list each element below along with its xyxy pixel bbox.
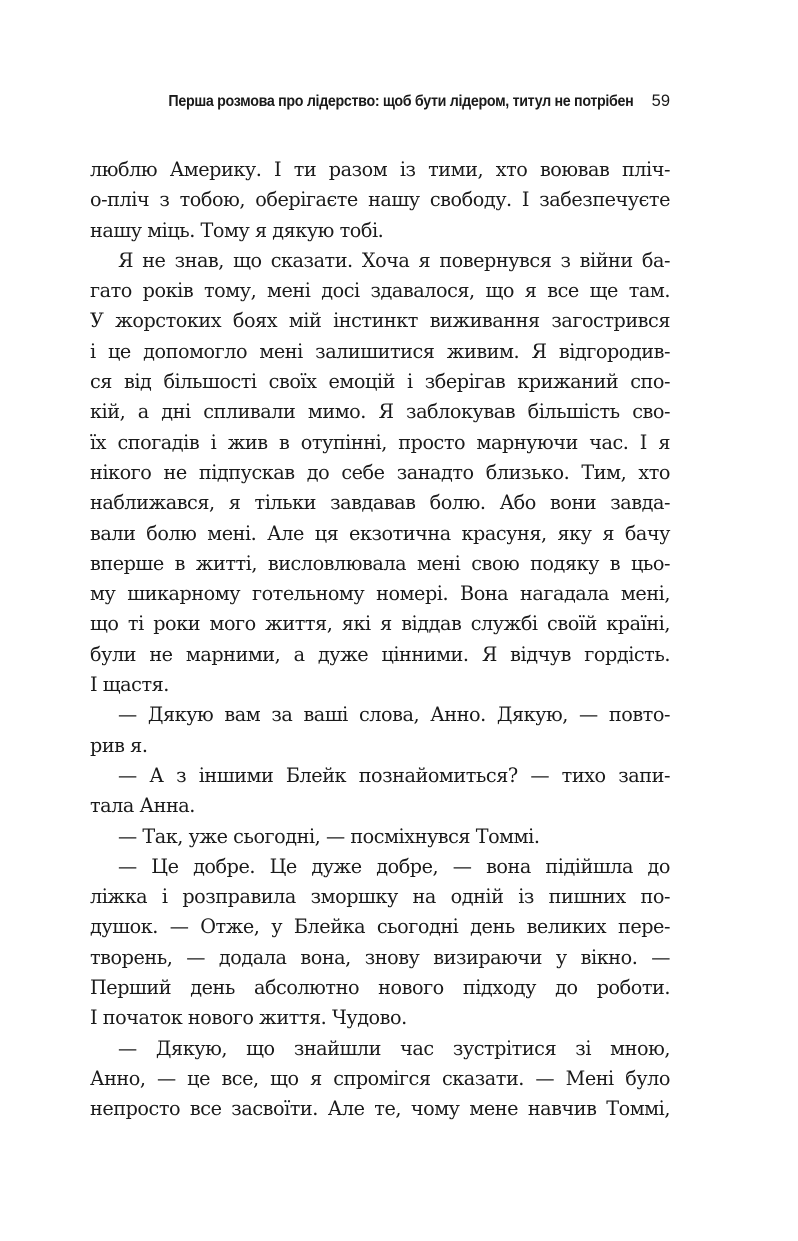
text-line: вперше в житті, висловлювала мені свою подяку в цьо- (90, 551, 670, 575)
text-line: їх спогадів і жив в отупінні, просто марнуючи час. І я (90, 430, 670, 454)
text-line: що ті роки мого життя, які я віддав службі своїй країні, (90, 612, 670, 636)
text-line: І щастя. (90, 673, 169, 697)
text-line: Перший день абсолютно нового підходу до роботи. (90, 976, 670, 1000)
text-line: — Так, уже сьогодні, — посміхнувся Томмі. (118, 824, 540, 848)
text-line: вали болю мені. Але ця екзотична красуня, яку я бачу (90, 521, 670, 545)
text-line: о-пліч з тобою, оберігаєте нашу свободу. І забезпечуєте (90, 188, 670, 212)
text-line: були не марними, а дуже цінними. Я відчув гордість. (90, 642, 670, 666)
page-number: 59 (651, 92, 670, 110)
text-line: — Дякую, що знайшли час зустрітися зі мною, (118, 1036, 670, 1060)
text-line: гато років тому, мені досі здавалося, що я все ще там. (90, 279, 670, 303)
body-text (90, 155, 670, 1125)
text-line: Я не знав, що сказати. Хоча я повернувся з війни ба- (118, 248, 670, 272)
text-line: нашу міць. Тому я дякую тобі. (90, 218, 384, 242)
text-line: І початок нового життя. Чудово. (90, 1006, 407, 1030)
text-line: душок. — Отже, у Блейка сьогодні день великих пере- (90, 915, 670, 939)
text-line: рив я. (90, 733, 148, 757)
text-line: му шикарному готельному номері. Вона нагадала мені, (90, 582, 670, 606)
text-line: — А з іншими Блейк познайомиться? — тихо запи- (118, 763, 670, 787)
text-line: У жорстоких боях мій інстинкт виживання загострився (90, 309, 670, 333)
text-line: — Дякую вам за ваші слова, Анно. Дякую, — повто- (118, 703, 670, 727)
text-line: кій, а дні спливали мимо. Я заблокував більшість сво- (90, 400, 670, 424)
text-line: нікого не підпускав до себе занадто близько. Тим, хто (90, 460, 670, 484)
running-title: Перша розмова про лідерство: щоб бути лідером, титул не потрібен (168, 93, 634, 110)
text-line: — Це добре. Це дуже добре, — вона підійшла до (118, 854, 670, 878)
text-line: ліжка і розправила зморшку на одній із пишних по- (90, 885, 670, 909)
text-line: люблю Америку. І ти разом із тими, хто воював пліч- (90, 158, 670, 181)
text-line: Анно, — це все, що я спромігся сказати. — Мені було (90, 1066, 670, 1090)
text-line: і це допомогло мені залишитися живим. Я відгородив- (90, 339, 670, 363)
text-line: непросто все засвоїти. Але те, чому мене навчив Томмі, (90, 1097, 670, 1121)
text-line: ся від більшості своїх емоцій і зберігав крижаний спо- (90, 370, 670, 394)
text-line: наближався, я тільки завдавав болю. Або вони завда- (90, 491, 670, 515)
text-line: творень, — додала вона, знову визираючи у вікно. — (90, 945, 670, 969)
running-header (90, 92, 670, 116)
text-line: тала Анна. (90, 794, 195, 818)
